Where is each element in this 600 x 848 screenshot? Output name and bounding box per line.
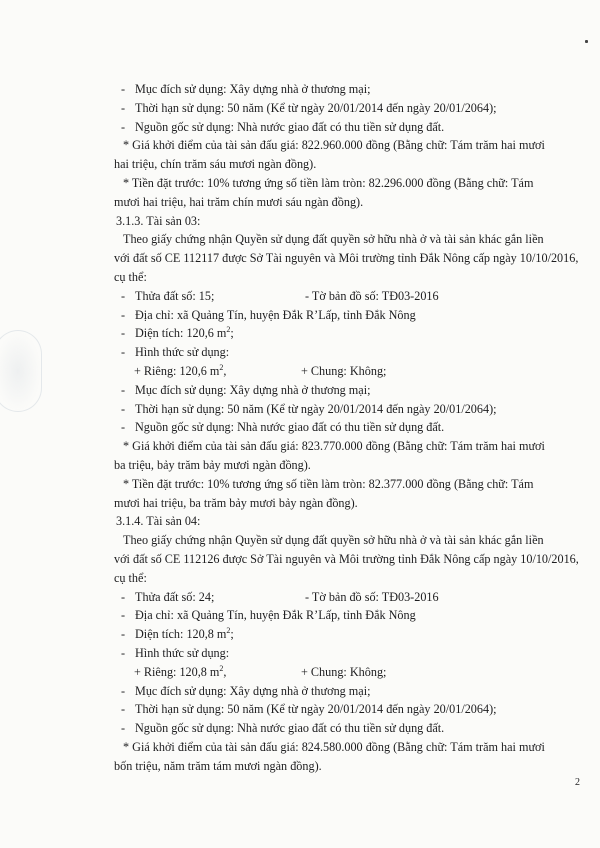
plot-info: - Thửa đất số: 15; - Tờ bản đồ số: TĐ03-2016: [114, 287, 569, 306]
map-sheet: - Tờ bản đồ số: TĐ03-2016: [305, 589, 439, 604]
area: - Diện tích: 120,6 $m^2$;: [121, 325, 234, 341]
list-item: - Mục đích sử dụng: Xây dựng nhà ở thương mại;: [121, 82, 371, 96]
page-number: 2: [575, 777, 580, 788]
certificate-text: Theo giấy chứng nhận Quyền sử dụng đất quyền sở hữu nhà ở và tài sản khác gắn liền: [123, 232, 544, 247]
list-item: - Thời hạn sử dụng: 50 năm (Kể từ ngày 20/01/2014 đến ngày 20/01/2064);: [121, 401, 497, 416]
usage-form: - Hình thức sử dụng:: [121, 645, 230, 660]
starting-price: * Giá khởi điểm của tài sản đấu giá: 824.580.000 đồng (Bằng chữ: Tám trăm hai mươi: [123, 739, 545, 754]
starting-price-cont: bốn triệu, năm trăm tám mươi ngàn đồng).: [114, 758, 322, 773]
starting-price-cont: hai triệu, chín trăm sáu mươi ngàn đồng).: [114, 157, 317, 172]
starting-price: * Giá khởi điểm của tài sản đấu giá: 822.960.000 đồng (Bằng chữ: Tám trăm hai mươi: [123, 138, 545, 153]
document-body: [114, 80, 579, 775]
section-heading-asset-4: 3.1.4. Tài sản 04:: [116, 514, 201, 529]
certificate-text-cont: cụ thể:: [114, 570, 147, 585]
certificate-text-cont: cụ thể:: [114, 269, 147, 284]
usage-private: + Riêng: 120,6 $m^2$, + Chung: Không;: [114, 362, 569, 381]
section-heading-asset-3: 3.1.3. Tài sản 03:: [116, 213, 201, 228]
deposit-cont: mươi hai triệu, hai trăm chín mươi sáu ngàn đồng).: [114, 194, 364, 209]
deposit: * Tiền đặt trước: 10% tương ứng số tiền làm tròn: 82.296.000 đồng (Bằng chữ: Tám: [123, 175, 534, 190]
list-item: - Thời hạn sử dụng: 50 năm (Kể từ ngày 20/01/2014 đến ngày 20/01/2064);: [121, 100, 497, 115]
list-item: - Mục đích sử dụng: Xây dựng nhà ở thương mại;: [121, 683, 371, 698]
list-item: - Nguồn gốc sử dụng: Nhà nước giao đất có thu tiền sử dụng đất.: [121, 119, 445, 134]
list-item: - Nguồn gốc sử dụng: Nhà nước giao đất có thu tiền sử dụng đất.: [121, 721, 445, 736]
list-item: - Thời hạn sử dụng: 50 năm (Kể từ ngày 20/01/2014 đến ngày 20/01/2064);: [121, 702, 497, 717]
usage-form: - Hình thức sử dụng:: [121, 345, 230, 360]
deposit-cont: mươi hai triệu, ba trăm bảy mươi bảy ngàn đồng).: [114, 495, 358, 510]
starting-price-cont: ba triệu, bảy trăm bảy mươi ngàn đồng).: [114, 457, 311, 472]
certificate-text-cont: với đất số CE 112126 được Sở Tài nguyên và Môi trường tỉnh Đắk Nông cấp ngày 10/10/2016,: [114, 551, 579, 566]
deposit: * Tiền đặt trước: 10% tương ứng số tiền làm tròn: 82.377.000 đồng (Bằng chữ: Tám: [123, 476, 534, 491]
list-item: - Nguồn gốc sử dụng: Nhà nước giao đất có thu tiền sử dụng đất.: [121, 420, 445, 435]
certificate-text-cont: với đất số CE 112117 được Sở Tài nguyên và Môi trường tỉnh Đắk Nông cấp ngày 10/10/2016,: [114, 251, 579, 266]
certificate-text: Theo giấy chứng nhận Quyền sử dụng đất quyền sở hữu nhà ở và tài sản khác gắn liền: [123, 533, 544, 548]
starting-price: * Giá khởi điểm của tài sản đấu giá: 823.770.000 đồng (Bằng chữ: Tám trăm hai mươi: [123, 439, 545, 454]
address: - Địa chỉ: xã Quảng Tín, huyện Đắk R’Lấp, tỉnh Đắk Nông: [121, 307, 416, 322]
usage-private: + Riêng: 120,8 $m^2$, + Chung: Không;: [114, 663, 569, 682]
list-item: - Mục đích sử dụng: Xây dựng nhà ở thương mại;: [121, 382, 371, 397]
usage-shared: + Chung: Không;: [301, 363, 387, 378]
map-sheet: - Tờ bản đồ số: TĐ03-2016: [305, 288, 439, 303]
plot-info: - Thửa đất số: 24; - Tờ bản đồ số: TĐ03-2016: [114, 588, 569, 607]
scan-mark: [585, 40, 588, 43]
faded-stamp: [0, 330, 42, 412]
area: - Diện tích: 120,8 $m^2$;: [121, 626, 234, 642]
address: - Địa chỉ: xã Quảng Tín, huyện Đắk R’Lấp, tỉnh Đắk Nông: [121, 608, 416, 623]
usage-shared: + Chung: Không;: [301, 664, 387, 679]
